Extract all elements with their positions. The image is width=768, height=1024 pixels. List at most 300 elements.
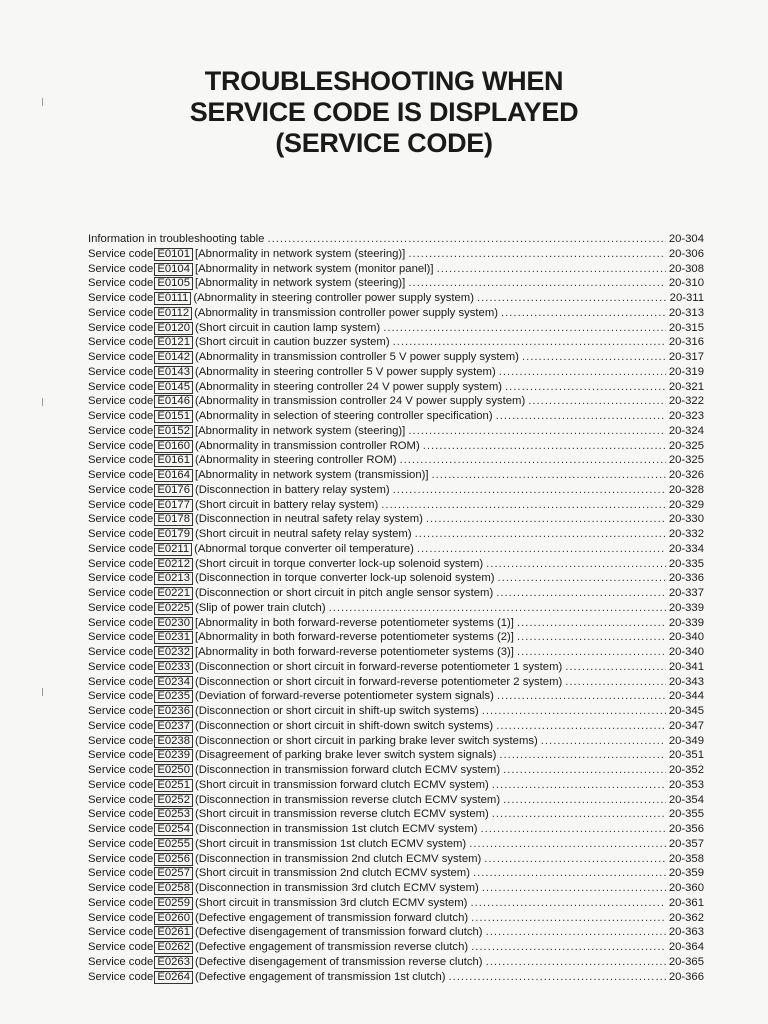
leader-dots (497, 689, 666, 704)
toc-entry-row[interactable] (88, 881, 704, 896)
toc-entry-description: (Abnormality in transmission controller 5 V power supply system) (194, 351, 519, 363)
leader-dots (486, 925, 666, 940)
table-of-contents (88, 232, 704, 984)
toc-entry-page: 20-328 (668, 483, 704, 496)
toc-entry-description: (Abnormality in selection of steering controller specification) (194, 410, 493, 422)
service-code-badge: E0255 (154, 838, 193, 851)
leader-dots (482, 881, 666, 896)
toc-entry-page: 20-352 (668, 764, 704, 776)
leader-dots (486, 557, 666, 572)
service-code-badge: E0143 (154, 366, 193, 379)
toc-entry-prefix: Service code (88, 675, 154, 688)
toc-entry-prefix: Service code (88, 734, 154, 747)
toc-entry-description: (Disconnection or short circuit in parking brake lever switch systems) (194, 734, 538, 747)
toc-entry-description: (Defective engagement of transmission reverse clutch) (194, 941, 469, 953)
toc-entry-prefix: Service code (88, 365, 154, 378)
toc-entry-prefix: Service code (88, 631, 154, 644)
toc-entry-page: 20-316 (668, 336, 704, 349)
toc-entry-prefix: Service code (88, 262, 154, 275)
toc-entry-description: (Disconnection or short circuit in forward-reverse potentiometer 2 system) (194, 675, 563, 688)
service-code-badge: E0176 (154, 484, 193, 497)
toc-entry-row[interactable] (88, 542, 704, 557)
toc-entry-description: (Disconnection or short circuit in forward-reverse potentiometer 1 system) (194, 660, 563, 673)
toc-entry-description: (Defective disengagement of transmission forward clutch) (194, 926, 483, 939)
leader-dots (517, 645, 666, 660)
leader-dots (492, 778, 666, 793)
toc-entry-prefix: Service code (88, 395, 154, 408)
toc-entry-row[interactable] (88, 512, 704, 527)
service-code-badge: E0252 (154, 794, 193, 807)
toc-entry-row[interactable] (88, 704, 704, 719)
toc-entry-description: [Abnormality in network system (steering)] (194, 277, 406, 290)
leader-dots (393, 335, 666, 350)
toc-entry-row[interactable] (88, 306, 704, 321)
leader-dots (484, 852, 666, 867)
service-code-badge: E0104 (154, 263, 193, 276)
service-code-badge: E0101 (154, 248, 193, 261)
toc-entry-description: [Abnormality in network system (steering)] (194, 247, 406, 260)
toc-entry-page: 20-306 (668, 247, 704, 260)
toc-entry-row[interactable] (88, 822, 704, 837)
toc-entry-description: (Abnormality in transmission controller 24 V power supply system) (194, 395, 526, 408)
service-code-badge: E0234 (154, 676, 193, 689)
toc-entry-row[interactable] (88, 689, 704, 704)
leader-dots (496, 719, 666, 734)
toc-entry-description: (Abnormality in steering controller power supply system) (193, 292, 474, 304)
toc-entry-page: 20-321 (668, 380, 704, 393)
service-code-badge: E0105 (154, 277, 193, 290)
toc-entry-prefix: Service code (88, 926, 154, 939)
toc-entry-prefix: Service code (88, 823, 154, 835)
leader-dots (565, 660, 666, 675)
toc-entry-row[interactable] (88, 970, 704, 985)
toc-entry-description: (Abnormality in steering controller 5 V power supply system) (194, 365, 496, 378)
toc-entry-description: [Abnormality in network system (monitor panel)] (194, 262, 434, 275)
toc-entry-description: (Disconnection in transmission 1st clutch ECMV system) (194, 823, 478, 835)
service-code-badge: E0160 (154, 440, 193, 453)
leader-dots (492, 807, 666, 822)
toc-entry-prefix: Service code (88, 454, 154, 467)
toc-entry-page: 20-349 (668, 734, 704, 747)
margin-mark (42, 398, 45, 406)
toc-entry-description: (Disagreement of parking brake lever switch system signals) (194, 749, 497, 762)
service-code-badge: E0250 (154, 764, 193, 777)
service-code-badge: E0142 (154, 351, 193, 364)
leader-dots (496, 409, 666, 424)
toc-entry-row[interactable] (88, 630, 704, 645)
toc-entry-row[interactable] (88, 837, 704, 852)
service-code-badge: E0237 (154, 720, 193, 733)
toc-entry-prefix: Service code (88, 292, 154, 304)
toc-entry-page: 20-319 (668, 365, 704, 378)
service-code-badge: E0238 (154, 735, 193, 748)
leader-dots (267, 232, 665, 247)
leader-dots (449, 970, 666, 985)
service-code-badge: E0261 (154, 926, 193, 939)
toc-entry-prefix: Service code (88, 351, 154, 363)
toc-entry-description: (Short circuit in transmission 1st clutch ECMV system) (194, 837, 467, 850)
toc-entry-description: [Abnormality in network system (transmission)] (194, 469, 429, 481)
toc-entry-row[interactable] (88, 896, 704, 911)
toc-entry-prefix: Service code (88, 424, 154, 437)
toc-entry-description: (Abnormal torque converter oil temperature) (194, 542, 414, 555)
service-code-badge: E0239 (154, 749, 193, 762)
toc-entry-description: [Abnormality in network system (steering)] (194, 424, 406, 437)
toc-entry-page: 20-326 (668, 469, 704, 481)
leader-dots (393, 483, 666, 498)
service-code-badge: E0212 (154, 558, 193, 571)
toc-entry-prefix: Service code (88, 542, 154, 555)
toc-entry-page: 20-308 (668, 262, 704, 275)
toc-entry-page: 20-325 (668, 454, 704, 467)
leader-dots (437, 262, 666, 277)
toc-entry-prefix: Service code (88, 247, 154, 260)
service-code-badge: E0213 (154, 572, 193, 585)
leader-dots (501, 306, 666, 321)
toc-entry-prefix: Service code (88, 793, 154, 806)
service-code-badge: E0146 (154, 395, 193, 408)
leader-dots (486, 955, 666, 970)
toc-entry-row[interactable] (88, 586, 704, 601)
leader-dots (522, 350, 666, 365)
title-line-1: TROUBLESHOOTING WHEN (204, 66, 564, 96)
toc-entry-prefix: Service code (88, 277, 154, 290)
toc-entry-prefix: Service code (88, 749, 154, 762)
toc-entry-row[interactable] (88, 807, 704, 822)
toc-entry-page: 20-361 (668, 896, 704, 909)
toc-entry-prefix: Service code (88, 601, 154, 614)
leader-dots (470, 896, 665, 911)
toc-entry-page: 20-329 (668, 498, 704, 511)
toc-entry-page: 20-313 (668, 306, 704, 319)
toc-entry-description: (Short circuit in torque converter lock-up solenoid system) (194, 557, 484, 570)
toc-entry-row[interactable] (88, 262, 704, 277)
toc-entry-page: 20-332 (668, 528, 704, 540)
toc-entry-prefix: Service code (88, 882, 154, 894)
toc-entry-page: 20-354 (668, 793, 704, 806)
leader-dots (469, 837, 666, 852)
toc-entry-row[interactable] (88, 645, 704, 660)
margin-mark (42, 688, 45, 696)
toc-entry-prefix: Service code (88, 690, 154, 703)
toc-entry-row[interactable] (88, 380, 704, 395)
toc-entry-page: 20-336 (668, 572, 704, 585)
toc-entry-prefix: Service code (88, 660, 154, 673)
toc-entry-page: 20-345 (668, 705, 704, 717)
toc-entry-page: 20-310 (668, 277, 704, 290)
toc-entry-description: (Disconnection in transmission reverse clutch ECMV system) (194, 793, 501, 806)
leader-dots (417, 542, 666, 557)
toc-entry-prefix: Service code (88, 572, 154, 585)
toc-intro-text: Information in troubleshooting table (88, 233, 265, 245)
toc-entry-description: (Slip of power train clutch) (194, 601, 326, 614)
toc-entry-row[interactable] (88, 321, 704, 336)
toc-entry-description: (Disconnection or short circuit in shift-up switch systems) (194, 705, 479, 717)
leader-dots (471, 911, 666, 926)
toc-entry-description: (Disconnection in battery relay system) (194, 483, 390, 496)
leader-dots (517, 630, 666, 645)
toc-entry-page: 20-355 (668, 808, 704, 821)
toc-entry-prefix: Service code (88, 646, 154, 658)
toc-entry-page: 20-335 (668, 557, 704, 570)
service-code-badge: E0112 (154, 307, 192, 320)
toc-entry-page: 20-360 (668, 882, 704, 894)
toc-entry-page: 20-343 (668, 675, 704, 688)
leader-dots (408, 424, 666, 439)
service-code-badge: E0232 (154, 646, 193, 659)
toc-entry-page: 20-358 (668, 852, 704, 865)
toc-entry-row[interactable] (88, 453, 704, 468)
toc-entry-page: 20-322 (668, 395, 704, 408)
toc-entry-description: (Defective engagement of transmission 1st clutch) (194, 970, 446, 983)
service-code-badge: E0221 (154, 587, 193, 600)
toc-entry-prefix: Service code (88, 955, 154, 968)
service-code-badge: E0257 (154, 867, 193, 880)
toc-entry-description: (Abnormality in transmission controller ROM) (194, 439, 420, 452)
toc-entry-page: 20-341 (668, 660, 704, 673)
toc-entry-row[interactable] (88, 660, 704, 675)
toc-entry-description: (Disconnection in torque converter lock-up solenoid system) (194, 572, 495, 585)
toc-entry-description: (Short circuit in caution buzzer system) (194, 336, 390, 349)
leader-dots (415, 527, 666, 542)
toc-entry-row[interactable] (88, 350, 704, 365)
leader-dots (499, 748, 665, 763)
toc-entry-row[interactable] (88, 409, 704, 424)
toc-entry-page: 20-325 (668, 439, 704, 452)
toc-entry-page: 20-359 (668, 867, 704, 880)
toc-entry-row[interactable] (88, 675, 704, 690)
service-code-badge: E0254 (154, 823, 193, 836)
leader-dots (528, 394, 666, 409)
toc-entry-prefix: Service code (88, 498, 154, 511)
toc-entry-prefix: Service code (88, 439, 154, 452)
toc-entry-prefix: Service code (88, 587, 154, 599)
toc-entry-page: 20-347 (668, 719, 704, 732)
toc-entry-prefix: Service code (88, 321, 154, 334)
toc-entry-prefix: Service code (88, 896, 154, 909)
toc-entry-prefix: Service code (88, 410, 154, 422)
toc-entry-page: 20-334 (668, 542, 704, 555)
toc-entry-description: (Disconnection or short circuit in shift-down switch systems) (194, 719, 494, 732)
toc-entry-page: 20-330 (668, 513, 704, 526)
toc-entry-page: 20-362 (668, 911, 704, 924)
page-title (0, 66, 768, 159)
toc-entry-description: (Abnormality in transmission controller power supply system) (194, 306, 499, 319)
service-code-badge: E0262 (154, 941, 193, 954)
service-code-badge: E0211 (154, 543, 192, 556)
leader-dots (499, 365, 666, 380)
toc-entry-prefix: Service code (88, 941, 154, 953)
toc-entry-page: 20-353 (668, 778, 704, 791)
toc-entry-row[interactable] (88, 424, 704, 439)
toc-entry-row[interactable] (88, 365, 704, 380)
service-code-badge: E0263 (154, 956, 193, 969)
toc-entry-row[interactable] (88, 925, 704, 940)
toc-entry-description: (Disconnection in transmission 3rd clutch ECMV system) (194, 882, 479, 894)
toc-entry-row[interactable] (88, 468, 704, 483)
toc-entry-row[interactable] (88, 748, 704, 763)
service-code-badge: E0161 (154, 454, 193, 467)
service-code-badge: E0251 (154, 779, 193, 792)
toc-entry-description: (Abnormality in steering controller 24 V power supply system) (194, 380, 503, 393)
leader-dots (432, 468, 666, 483)
toc-entry-row[interactable] (88, 557, 704, 572)
toc-entry-description: (Short circuit in transmission reverse clutch ECMV system) (194, 808, 489, 821)
leader-dots (423, 439, 666, 454)
toc-entry-row[interactable] (88, 852, 704, 867)
toc-entry-description: (Defective engagement of transmission forward clutch) (194, 911, 469, 924)
leader-dots (517, 616, 666, 631)
toc-entry-description: (Short circuit in transmission 2nd clutch ECMV system) (194, 867, 470, 880)
title-line-2: SERVICE CODE IS DISPLAYED (189, 97, 579, 127)
toc-entry-page: 20-337 (668, 587, 704, 599)
leader-dots (473, 866, 666, 881)
toc-entry-prefix: Service code (88, 513, 154, 526)
toc-entry-row[interactable] (88, 793, 704, 808)
leader-dots (498, 571, 666, 586)
leader-dots (408, 247, 666, 262)
toc-entry-row[interactable] (88, 291, 704, 306)
service-code-badge: E0179 (154, 528, 193, 541)
toc-entry-description: (Disconnection in neutral safety relay system) (194, 513, 423, 526)
toc-entry-description: (Short circuit in transmission 3rd clutch ECMV system) (194, 896, 468, 909)
leader-dots (426, 512, 666, 527)
toc-entry-row[interactable] (88, 498, 704, 513)
toc-entry-row[interactable] (88, 527, 704, 542)
service-code-badge: E0151 (154, 410, 193, 423)
leader-dots (503, 793, 666, 808)
toc-entry-page: 20-365 (668, 955, 704, 968)
service-code-badge: E0233 (154, 661, 193, 674)
toc-entry-description: (Short circuit in caution lamp system) (194, 321, 381, 334)
toc-entry-row[interactable] (88, 247, 704, 262)
leader-dots (400, 453, 666, 468)
toc-entry-row[interactable] (88, 335, 704, 350)
leader-dots (505, 380, 666, 395)
service-code-badge: E0235 (154, 690, 193, 703)
leader-dots (496, 586, 666, 601)
toc-entry-row[interactable] (88, 778, 704, 793)
toc-entry-page: 20-339 (668, 601, 704, 614)
toc-entry-page: 20-363 (668, 926, 704, 939)
service-code-badge: E0111 (154, 292, 191, 305)
toc-entry-prefix: Service code (88, 616, 154, 629)
title-line-3: (SERVICE CODE) (275, 128, 493, 158)
toc-entry-row[interactable] (88, 616, 704, 631)
toc-entry-page: 20-366 (668, 970, 704, 983)
toc-entry-page: 20-357 (668, 837, 704, 850)
toc-entry-page: 20-324 (668, 424, 704, 437)
toc-entry-description: (Disconnection in transmission forward clutch ECMV system) (194, 764, 501, 776)
toc-entry-prefix: Service code (88, 764, 154, 776)
toc-entry-row[interactable] (88, 734, 704, 749)
toc-entry-prefix: Service code (88, 469, 154, 481)
toc-entry-prefix: Service code (88, 557, 154, 570)
toc-entry-page: 20-317 (668, 351, 704, 363)
toc-entry-row[interactable] (88, 940, 704, 955)
toc-entry-page: 20-344 (668, 690, 704, 703)
service-code-badge: E0152 (154, 425, 193, 438)
leader-dots (329, 601, 666, 616)
toc-entry-description: [Abnormality in both forward-reverse potentiometer systems (1)] (194, 616, 514, 629)
service-code-badge: E0120 (154, 322, 193, 335)
leader-dots (408, 276, 666, 291)
leader-dots (383, 321, 666, 336)
service-code-badge: E0145 (154, 381, 193, 394)
service-code-badge: E0258 (154, 882, 193, 895)
toc-entry-description: [Abnormality in both forward-reverse potentiometer systems (3)] (194, 646, 514, 658)
leader-dots (477, 291, 667, 306)
toc-entry-row[interactable] (88, 571, 704, 586)
toc-entry-page: 20-340 (668, 631, 704, 644)
toc-entry-prefix: Service code (88, 808, 154, 821)
service-code-badge: E0231 (154, 631, 193, 644)
toc-entry-row[interactable] (88, 276, 704, 291)
toc-entry-prefix: Service code (88, 719, 154, 732)
toc-entry-row[interactable] (88, 763, 704, 778)
service-code-badge: E0264 (154, 971, 193, 984)
toc-entry-prefix: Service code (88, 837, 154, 850)
toc-entry-row[interactable] (88, 911, 704, 926)
toc-entry-page: 20-364 (668, 941, 704, 953)
service-code-badge: E0256 (154, 853, 193, 866)
leader-dots (471, 940, 666, 955)
toc-entry-description: [Abnormality in both forward-reverse potentiometer systems (2)] (194, 631, 514, 644)
service-code-badge: E0177 (154, 499, 193, 512)
service-code-badge: E0253 (154, 808, 193, 821)
toc-entry-prefix: Service code (88, 705, 154, 717)
toc-entry-row[interactable] (88, 394, 704, 409)
toc-entry-description: (Short circuit in transmission forward clutch ECMV system) (194, 778, 489, 791)
toc-entry-row[interactable] (88, 955, 704, 970)
toc-entry-row[interactable] (88, 439, 704, 454)
service-code-badge: E0164 (154, 469, 193, 482)
toc-entry-row[interactable] (88, 483, 704, 498)
service-code-badge: E0236 (154, 705, 193, 718)
leader-dots (503, 763, 666, 778)
service-code-badge: E0260 (154, 912, 193, 925)
leader-dots (381, 498, 666, 513)
toc-entry-prefix: Service code (88, 306, 154, 319)
toc-intro-row[interactable] (88, 232, 704, 247)
service-code-badge: E0121 (154, 336, 193, 349)
service-code-badge: E0259 (154, 897, 193, 910)
toc-entry-page: 20-339 (668, 616, 704, 629)
toc-entry-page: 20-323 (668, 410, 704, 422)
leader-dots (481, 822, 666, 837)
toc-entry-prefix: Service code (88, 911, 154, 924)
toc-entry-page: 20-351 (668, 749, 704, 762)
toc-entry-row[interactable] (88, 719, 704, 734)
toc-intro-page: 20-304 (668, 233, 704, 245)
toc-entry-row[interactable] (88, 601, 704, 616)
toc-entry-description: (Defective disengagement of transmission reverse clutch) (194, 955, 483, 968)
toc-entry-page: 20-356 (668, 823, 704, 835)
toc-entry-prefix: Service code (88, 867, 154, 880)
toc-entry-prefix: Service code (88, 528, 154, 540)
toc-entry-row[interactable] (88, 866, 704, 881)
leader-dots (565, 675, 666, 690)
toc-entry-prefix: Service code (88, 852, 154, 865)
toc-entry-prefix: Service code (88, 380, 154, 393)
leader-dots (541, 734, 666, 749)
service-code-badge: E0178 (154, 513, 193, 526)
leader-dots (482, 704, 666, 719)
toc-entry-prefix: Service code (88, 970, 154, 983)
toc-entry-description: (Abnormality in steering controller ROM) (194, 454, 397, 467)
toc-entry-description: (Short circuit in neutral safety relay system) (194, 528, 412, 540)
toc-entry-description: (Disconnection in transmission 2nd clutch ECMV system) (194, 852, 482, 865)
